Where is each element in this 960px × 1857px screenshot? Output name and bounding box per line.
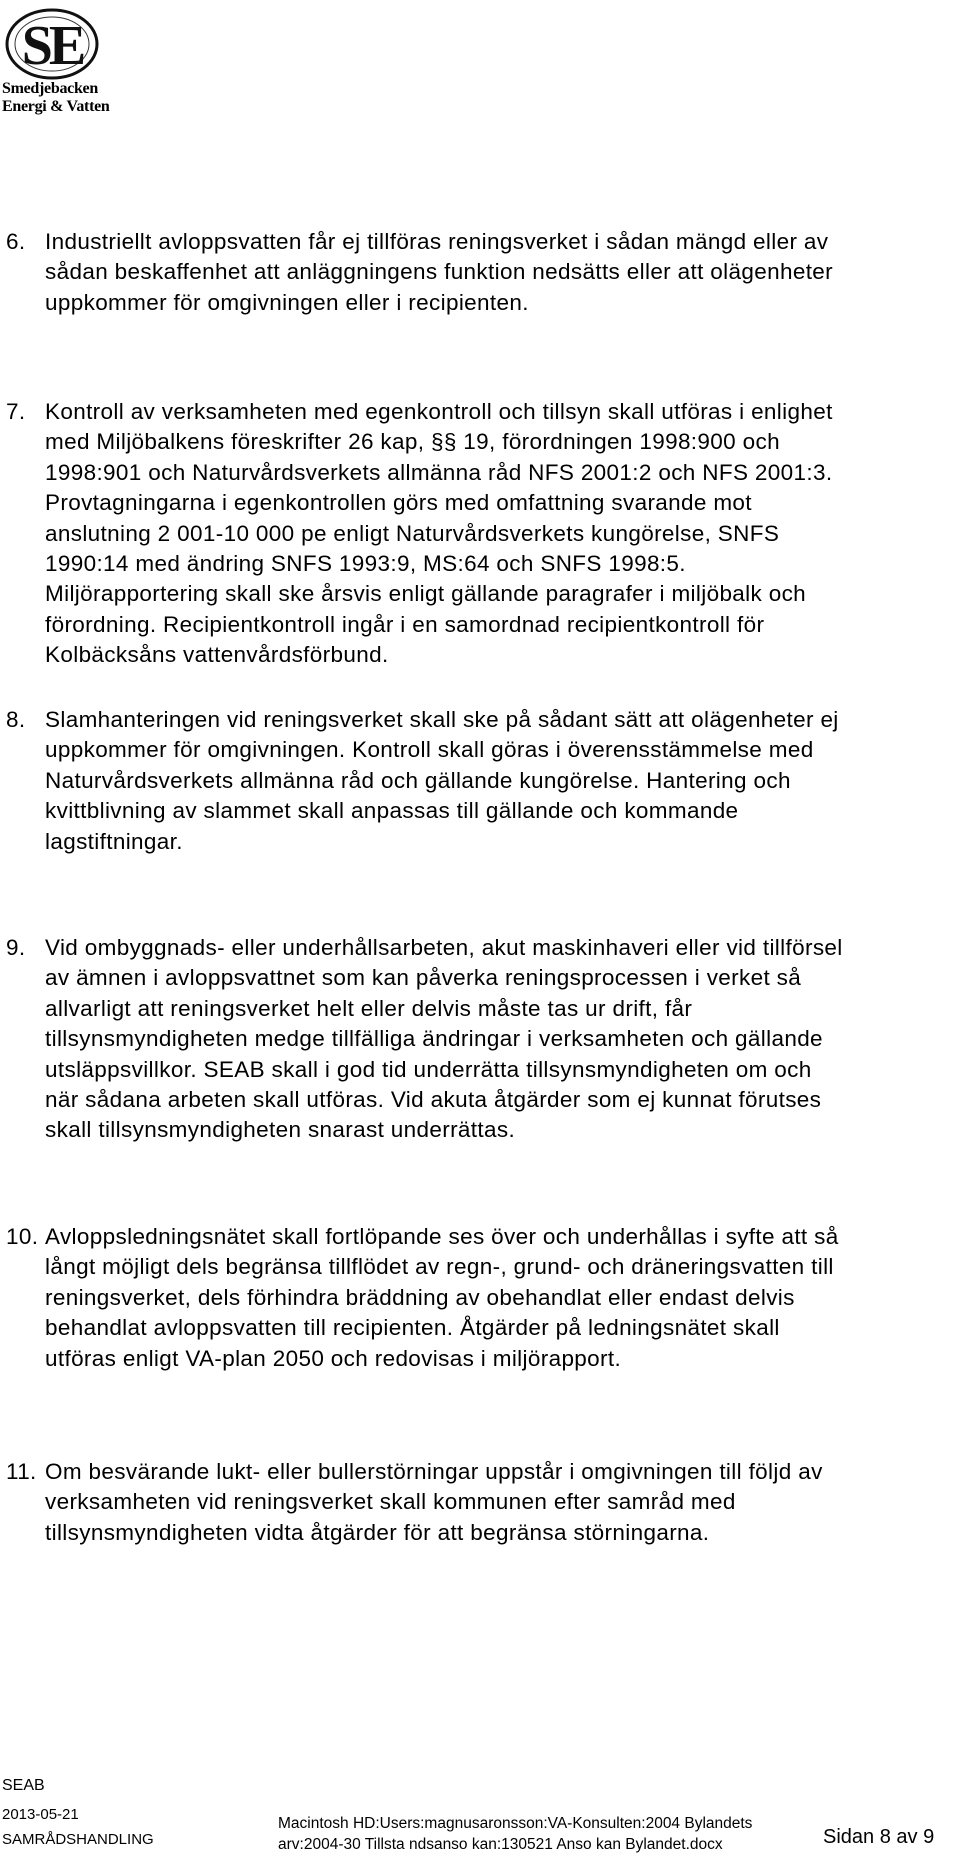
company-logo xyxy=(2,4,110,116)
item-8 xyxy=(0,705,960,857)
text-line: tillsynsmyndigheten vidta åtgärder för att begränsa störningarna. xyxy=(45,1519,710,1545)
text-line: av ämnen i avloppsvattnet som kan påverka reningsprocessen i verket så xyxy=(45,965,802,991)
item-text xyxy=(45,397,960,671)
text-line: behandlat avloppsvatten till recipienten. Åtgärder på ledningsnätet skall xyxy=(45,1315,780,1341)
text-line: långt möjligt dels begränsa tillflödet av regn-, grund- och dräneringsvatten till xyxy=(45,1254,834,1280)
logo-name-line1: Smedjebacken xyxy=(2,80,98,97)
item-number: 11. xyxy=(6,1459,37,1484)
item-9 xyxy=(0,933,960,1146)
text-line: Vid ombyggnads- eller underhållsarbeten, akut maskinhaveri eller vid tillförsel xyxy=(45,935,843,960)
text-line: tillsynsmyndigheten medge tillfälliga ändringar i verksamheten och gällande xyxy=(45,1026,823,1052)
text-line: lagstiftningar. xyxy=(45,828,183,854)
text-line: utsläppsvillkor. SEAB skall i god tid underrätta tillsynsmyndigheten om och xyxy=(45,1056,812,1082)
item-text xyxy=(45,1457,960,1548)
item-text xyxy=(45,933,960,1146)
logo-letters: SE xyxy=(21,15,83,77)
text-line: uppkommer för omgivningen eller i recipienten. xyxy=(45,289,529,315)
footer-file-path-line1: Macintosh HD:Users:magnusaronsson:VA-Konsulten:2004 Bylandets xyxy=(278,1815,753,1832)
item-number: 7. xyxy=(6,399,26,424)
logo-name-line2: Energi & Vatten xyxy=(2,98,110,115)
item-11 xyxy=(0,1457,960,1548)
text-line: när sådana arbeten skall utföras. Vid akuta åtgärder som ej kunnat förutses xyxy=(45,1087,822,1113)
footer-date: 2013-05-21 xyxy=(2,1806,79,1823)
text-line: uppkommer för omgivningen. Kontroll skall göras i överensstämmelse med xyxy=(45,737,814,763)
text-line: Naturvårdsverkets allmänna råd och gällande kungörelse. Hantering och xyxy=(45,767,791,793)
text-line: Avloppsledningsnätet skall fortlöpande ses över och underhållas i syfte att så xyxy=(45,1224,839,1249)
text-line: förordning. Recipientkontroll ingår i en samordnad recipientkontroll för xyxy=(45,611,765,637)
footer-doc-type: SAMRÅDSHANDLING xyxy=(2,1831,154,1848)
item-text xyxy=(45,1222,960,1374)
item-text xyxy=(45,705,960,857)
text-line: allvarligt att reningsverket helt eller delvis måste tas ur drift, får xyxy=(45,995,693,1021)
text-line: skall tillsynsmyndigheten snarast underrättas. xyxy=(45,1117,516,1143)
text-line: verksamheten vid reningsverket skall kommunen efter samråd med xyxy=(45,1489,736,1515)
item-number: 6. xyxy=(6,229,26,254)
se-logo-mark xyxy=(2,4,106,80)
text-line: Kolbäcksåns vattenvårdsförbund. xyxy=(45,642,389,668)
text-line: 1990:14 med ändring SNFS 1993:9, MS:64 och SNFS 1998:5. xyxy=(45,551,686,577)
item-7 xyxy=(0,397,960,671)
item-10 xyxy=(0,1222,960,1374)
text-line: reningsverket, dels förhindra bräddning av obehandlat eller endast delvis xyxy=(45,1284,795,1310)
text-line: Om besvärande lukt- eller bullerstörningar uppstår i omgivningen till följd av xyxy=(45,1459,823,1484)
text-line: Kontroll av verksamheten med egenkontroll och tillsyn skall utföras i enlighet xyxy=(45,399,833,424)
item-6 xyxy=(0,227,960,318)
text-line: anslutning 2 001-10 000 pe enligt Naturvårdsverkets kungörelse, SNFS xyxy=(45,520,780,546)
item-number: 9. xyxy=(6,935,26,960)
page-number: Sidan 8 av 9 xyxy=(823,1826,935,1848)
text-line: sådan beskaffenhet att anläggningens funktion nedsätts eller att olägenheter xyxy=(45,259,833,285)
footer-company: SEAB xyxy=(2,1777,45,1794)
text-line: med Miljöbalkens föreskrifter 26 kap, §§ 19, förordningen 1998:900 och xyxy=(45,429,780,455)
item-number: 10. xyxy=(6,1224,39,1249)
text-line: 1998:901 och Naturvårdsverkets allmänna råd NFS 2001:2 och NFS 2001:3. xyxy=(45,459,833,485)
logo-name xyxy=(2,80,110,116)
text-line: Provtagningarna i egenkontrollen görs med omfattning svarande mot xyxy=(45,490,752,516)
text-line: kvittblivning av slammet skall anpassas till gällande och kommande xyxy=(45,798,739,824)
footer-file-path-line2: arv:2004-30 Tillsta ndsanso kan:130521 Anso kan Bylandet.docx xyxy=(278,1836,723,1853)
text-line: Miljörapportering skall ske årsvis enligt gällande paragrafer i miljöbalk och xyxy=(45,581,807,607)
item-number: 8. xyxy=(6,707,26,732)
text-line: Slamhanteringen vid reningsverket skall ske på sådant sätt att olägenheter ej xyxy=(45,707,839,732)
text-line: Industriellt avloppsvatten får ej tillföras reningsverket i sådan mängd eller av xyxy=(45,229,829,254)
text-line: utföras enligt VA-plan 2050 och redovisas i miljörapport. xyxy=(45,1345,622,1371)
item-text xyxy=(45,227,960,318)
